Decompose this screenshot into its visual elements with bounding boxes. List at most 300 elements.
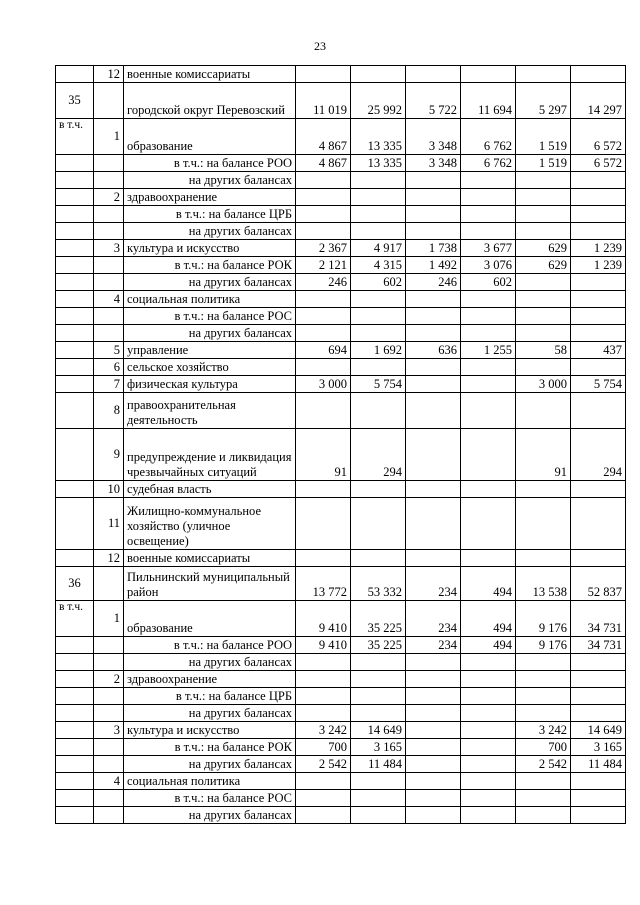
value-cell: 91 xyxy=(296,429,351,481)
value-cell xyxy=(461,705,516,722)
value-cell xyxy=(461,172,516,189)
value-cell xyxy=(406,206,461,223)
item-number xyxy=(94,807,124,824)
value-cell xyxy=(296,66,351,83)
value-cell xyxy=(296,206,351,223)
value-cell xyxy=(351,206,406,223)
row-prefix xyxy=(56,291,94,308)
table-row xyxy=(56,359,626,376)
row-prefix xyxy=(56,223,94,240)
value-cell xyxy=(296,654,351,671)
value-cell: 234 xyxy=(406,567,461,601)
item-number xyxy=(94,206,124,223)
item-number xyxy=(94,172,124,189)
value-cell: 1 519 xyxy=(516,155,571,172)
value-cell xyxy=(571,773,626,790)
value-cell xyxy=(516,274,571,291)
value-cell xyxy=(461,773,516,790)
row-label: Пильнинский муниципальный район xyxy=(124,567,296,601)
row-prefix xyxy=(56,739,94,756)
table-row xyxy=(56,429,626,481)
value-cell xyxy=(516,291,571,308)
table-row xyxy=(56,481,626,498)
row-label: на других балансах xyxy=(124,705,296,722)
row-prefix xyxy=(56,705,94,722)
table-row xyxy=(56,393,626,429)
value-cell: 3 000 xyxy=(516,376,571,393)
row-label: управление xyxy=(124,342,296,359)
value-cell xyxy=(296,671,351,688)
row-label: в т.ч.: на балансе РОС xyxy=(124,790,296,807)
value-cell: 3 348 xyxy=(406,155,461,172)
row-label: в т.ч.: на балансе ЦРБ xyxy=(124,688,296,705)
value-cell: 11 019 xyxy=(296,83,351,119)
value-cell: 5 754 xyxy=(571,376,626,393)
value-cell: 234 xyxy=(406,637,461,654)
item-number xyxy=(94,83,124,119)
value-cell xyxy=(296,773,351,790)
value-cell xyxy=(351,393,406,429)
value-cell xyxy=(406,550,461,567)
value-cell: 6 572 xyxy=(571,155,626,172)
value-cell xyxy=(351,705,406,722)
value-cell xyxy=(406,739,461,756)
table-row xyxy=(56,376,626,393)
item-number xyxy=(94,705,124,722)
value-cell: 3 348 xyxy=(406,119,461,155)
row-prefix xyxy=(56,172,94,189)
table-row xyxy=(56,189,626,206)
row-label: городской округ Перевозский xyxy=(124,83,296,119)
value-cell: 246 xyxy=(406,274,461,291)
value-cell xyxy=(516,773,571,790)
row-label: предупреждение и ликвидация чрезвычайных ситуаций xyxy=(124,429,296,481)
row-label: социальная политика xyxy=(124,773,296,790)
table-row xyxy=(56,274,626,291)
value-cell xyxy=(516,393,571,429)
value-cell xyxy=(296,498,351,550)
value-cell: 294 xyxy=(351,429,406,481)
item-number: 12 xyxy=(94,66,124,83)
value-cell xyxy=(571,654,626,671)
item-number: 8 xyxy=(94,393,124,429)
value-cell xyxy=(571,550,626,567)
table-row xyxy=(56,498,626,550)
value-cell: 636 xyxy=(406,342,461,359)
value-cell: 13 335 xyxy=(351,119,406,155)
value-cell xyxy=(461,206,516,223)
value-cell xyxy=(351,688,406,705)
item-number: 2 xyxy=(94,189,124,206)
table-row xyxy=(56,206,626,223)
row-label: в т.ч.: на балансе ЦРБ xyxy=(124,206,296,223)
item-number xyxy=(94,325,124,342)
value-cell xyxy=(516,206,571,223)
value-cell: 246 xyxy=(296,274,351,291)
table-row xyxy=(56,601,626,637)
value-cell: 25 992 xyxy=(351,83,406,119)
item-number xyxy=(94,155,124,172)
value-cell xyxy=(351,189,406,206)
value-cell xyxy=(406,654,461,671)
value-cell: 1 692 xyxy=(351,342,406,359)
value-cell: 602 xyxy=(461,274,516,291)
table-row xyxy=(56,773,626,790)
row-label: в т.ч.: на балансе РОК xyxy=(124,739,296,756)
value-cell xyxy=(296,705,351,722)
value-cell xyxy=(406,481,461,498)
value-cell xyxy=(571,308,626,325)
value-cell xyxy=(406,705,461,722)
table-row xyxy=(56,119,626,155)
row-label: на других балансах xyxy=(124,654,296,671)
value-cell: 1 738 xyxy=(406,240,461,257)
value-cell: 5 722 xyxy=(406,83,461,119)
row-label: образование xyxy=(124,601,296,637)
value-cell: 14 297 xyxy=(571,83,626,119)
value-cell xyxy=(406,223,461,240)
value-cell: 35 225 xyxy=(351,601,406,637)
value-cell xyxy=(571,688,626,705)
value-cell: 9 176 xyxy=(516,637,571,654)
item-number xyxy=(94,223,124,240)
row-label: в т.ч.: на балансе РОО xyxy=(124,155,296,172)
row-prefix xyxy=(56,257,94,274)
row-label: на других балансах xyxy=(124,756,296,773)
value-cell: 91 xyxy=(516,429,571,481)
table-row xyxy=(56,342,626,359)
value-cell xyxy=(516,671,571,688)
value-cell xyxy=(296,308,351,325)
value-cell xyxy=(516,223,571,240)
value-cell xyxy=(351,654,406,671)
table-row xyxy=(56,756,626,773)
item-number xyxy=(94,790,124,807)
row-label: в т.ч.: на балансе РОС xyxy=(124,308,296,325)
value-cell: 1 255 xyxy=(461,342,516,359)
value-cell: 9 410 xyxy=(296,601,351,637)
row-label: на других балансах xyxy=(124,223,296,240)
value-cell xyxy=(351,359,406,376)
value-cell xyxy=(351,325,406,342)
item-number: 3 xyxy=(94,722,124,739)
item-number: 1 xyxy=(94,601,124,637)
value-cell xyxy=(461,376,516,393)
value-cell xyxy=(406,291,461,308)
row-prefix xyxy=(56,688,94,705)
table-row xyxy=(56,172,626,189)
row-label: здравоохранение xyxy=(124,671,296,688)
value-cell xyxy=(406,172,461,189)
budget-table xyxy=(55,65,626,824)
value-cell: 5 754 xyxy=(351,376,406,393)
value-cell: 2 121 xyxy=(296,257,351,274)
row-prefix xyxy=(56,654,94,671)
row-prefix xyxy=(56,790,94,807)
value-cell xyxy=(406,498,461,550)
value-cell: 11 484 xyxy=(571,756,626,773)
value-cell: 629 xyxy=(516,257,571,274)
value-cell xyxy=(296,481,351,498)
value-cell xyxy=(296,223,351,240)
table-body xyxy=(56,66,626,824)
item-number: 3 xyxy=(94,240,124,257)
row-label: на других балансах xyxy=(124,274,296,291)
item-number xyxy=(94,637,124,654)
value-cell: 14 649 xyxy=(571,722,626,739)
value-cell xyxy=(516,688,571,705)
item-number: 4 xyxy=(94,773,124,790)
item-number: 12 xyxy=(94,550,124,567)
value-cell xyxy=(461,722,516,739)
region-number: 35 xyxy=(56,83,94,119)
value-cell: 5 297 xyxy=(516,83,571,119)
value-cell xyxy=(296,688,351,705)
table-row xyxy=(56,739,626,756)
value-cell: 14 649 xyxy=(351,722,406,739)
value-cell xyxy=(516,654,571,671)
table-row xyxy=(56,567,626,601)
value-cell xyxy=(296,291,351,308)
value-cell xyxy=(516,172,571,189)
row-label: военные комиссариаты xyxy=(124,66,296,83)
value-cell xyxy=(406,66,461,83)
value-cell xyxy=(406,671,461,688)
row-label: на других балансах xyxy=(124,807,296,824)
table-row xyxy=(56,155,626,172)
value-cell xyxy=(461,550,516,567)
value-cell xyxy=(516,705,571,722)
row-prefix xyxy=(56,393,94,429)
value-cell: 11 484 xyxy=(351,756,406,773)
table-row xyxy=(56,654,626,671)
value-cell xyxy=(406,376,461,393)
item-number: 10 xyxy=(94,481,124,498)
value-cell xyxy=(516,790,571,807)
item-number: 9 xyxy=(94,429,124,481)
value-cell xyxy=(571,498,626,550)
value-cell xyxy=(461,189,516,206)
item-number xyxy=(94,654,124,671)
value-cell: 13 538 xyxy=(516,567,571,601)
value-cell xyxy=(406,722,461,739)
row-prefix: в т.ч. xyxy=(56,119,94,155)
value-cell xyxy=(461,359,516,376)
value-cell: 11 694 xyxy=(461,83,516,119)
row-prefix xyxy=(56,240,94,257)
table-row xyxy=(56,550,626,567)
value-cell: 1 519 xyxy=(516,119,571,155)
value-cell: 700 xyxy=(516,739,571,756)
value-cell xyxy=(461,223,516,240)
value-cell xyxy=(516,359,571,376)
table-row xyxy=(56,325,626,342)
value-cell: 602 xyxy=(351,274,406,291)
value-cell xyxy=(406,308,461,325)
value-cell xyxy=(461,807,516,824)
value-cell: 4 917 xyxy=(351,240,406,257)
value-cell: 35 225 xyxy=(351,637,406,654)
value-cell xyxy=(571,325,626,342)
value-cell: 3 242 xyxy=(296,722,351,739)
value-cell xyxy=(406,189,461,206)
item-number xyxy=(94,688,124,705)
value-cell: 6 762 xyxy=(461,155,516,172)
value-cell: 52 837 xyxy=(571,567,626,601)
item-number xyxy=(94,257,124,274)
row-label: судебная власть xyxy=(124,481,296,498)
value-cell xyxy=(461,291,516,308)
value-cell xyxy=(351,498,406,550)
value-cell xyxy=(571,481,626,498)
row-label: здравоохранение xyxy=(124,189,296,206)
value-cell: 1 492 xyxy=(406,257,461,274)
value-cell xyxy=(516,807,571,824)
value-cell xyxy=(571,189,626,206)
value-cell: 2 542 xyxy=(516,756,571,773)
item-number: 2 xyxy=(94,671,124,688)
value-cell: 234 xyxy=(406,601,461,637)
row-prefix: в т.ч. xyxy=(56,601,94,637)
table-row xyxy=(56,807,626,824)
value-cell: 3 242 xyxy=(516,722,571,739)
row-prefix xyxy=(56,325,94,342)
value-cell xyxy=(461,66,516,83)
value-cell: 9 410 xyxy=(296,637,351,654)
value-cell xyxy=(461,308,516,325)
value-cell xyxy=(406,325,461,342)
value-cell: 6 762 xyxy=(461,119,516,155)
value-cell: 494 xyxy=(461,567,516,601)
value-cell xyxy=(516,308,571,325)
table-row xyxy=(56,223,626,240)
item-number: 4 xyxy=(94,291,124,308)
value-cell xyxy=(406,773,461,790)
item-number: 7 xyxy=(94,376,124,393)
value-cell xyxy=(461,393,516,429)
row-prefix xyxy=(56,429,94,481)
row-prefix xyxy=(56,274,94,291)
value-cell xyxy=(461,739,516,756)
value-cell xyxy=(406,807,461,824)
row-label: культура и искусство xyxy=(124,722,296,739)
value-cell xyxy=(461,325,516,342)
row-prefix xyxy=(56,342,94,359)
region-number: 36 xyxy=(56,567,94,601)
value-cell xyxy=(571,291,626,308)
table-row xyxy=(56,637,626,654)
value-cell xyxy=(296,807,351,824)
value-cell xyxy=(296,790,351,807)
row-prefix xyxy=(56,66,94,83)
row-prefix xyxy=(56,637,94,654)
value-cell xyxy=(351,481,406,498)
item-number: 6 xyxy=(94,359,124,376)
row-label: физическая культура xyxy=(124,376,296,393)
table-row xyxy=(56,308,626,325)
value-cell xyxy=(351,308,406,325)
value-cell xyxy=(461,688,516,705)
row-prefix xyxy=(56,773,94,790)
value-cell xyxy=(571,671,626,688)
row-label: в т.ч.: на балансе РОО xyxy=(124,637,296,654)
row-label: на других балансах xyxy=(124,325,296,342)
value-cell: 700 xyxy=(296,739,351,756)
value-cell xyxy=(351,550,406,567)
value-cell xyxy=(296,393,351,429)
value-cell xyxy=(351,790,406,807)
row-label: социальная политика xyxy=(124,291,296,308)
value-cell xyxy=(461,429,516,481)
value-cell xyxy=(351,172,406,189)
value-cell xyxy=(516,189,571,206)
table-row xyxy=(56,688,626,705)
table-row xyxy=(56,83,626,119)
row-prefix xyxy=(56,550,94,567)
value-cell xyxy=(406,688,461,705)
value-cell xyxy=(516,481,571,498)
value-cell xyxy=(406,790,461,807)
table-row xyxy=(56,671,626,688)
value-cell xyxy=(571,807,626,824)
row-label: военные комиссариаты xyxy=(124,550,296,567)
value-cell: 9 176 xyxy=(516,601,571,637)
row-label: культура и искусство xyxy=(124,240,296,257)
row-prefix xyxy=(56,359,94,376)
value-cell xyxy=(516,550,571,567)
value-cell: 6 572 xyxy=(571,119,626,155)
table-row xyxy=(56,722,626,739)
value-cell: 3 000 xyxy=(296,376,351,393)
row-prefix xyxy=(56,206,94,223)
item-number xyxy=(94,567,124,601)
table-row xyxy=(56,257,626,274)
value-cell: 58 xyxy=(516,342,571,359)
value-cell xyxy=(406,756,461,773)
value-cell: 1 239 xyxy=(571,257,626,274)
value-cell xyxy=(461,654,516,671)
row-prefix xyxy=(56,498,94,550)
value-cell: 3 076 xyxy=(461,257,516,274)
value-cell xyxy=(516,498,571,550)
value-cell: 2 542 xyxy=(296,756,351,773)
item-number xyxy=(94,274,124,291)
value-cell xyxy=(571,359,626,376)
value-cell: 4 867 xyxy=(296,119,351,155)
row-label: сельское хозяйство xyxy=(124,359,296,376)
value-cell xyxy=(461,481,516,498)
value-cell: 13 335 xyxy=(351,155,406,172)
item-number: 11 xyxy=(94,498,124,550)
value-cell: 494 xyxy=(461,637,516,654)
value-cell xyxy=(571,790,626,807)
value-cell: 1 239 xyxy=(571,240,626,257)
item-number xyxy=(94,308,124,325)
value-cell xyxy=(351,773,406,790)
value-cell xyxy=(351,671,406,688)
row-prefix xyxy=(56,189,94,206)
item-number: 1 xyxy=(94,119,124,155)
value-cell xyxy=(571,274,626,291)
row-label: в т.ч.: на балансе РОК xyxy=(124,257,296,274)
row-label: правоохранительная деятельность xyxy=(124,393,296,429)
item-number: 5 xyxy=(94,342,124,359)
item-number xyxy=(94,739,124,756)
value-cell: 34 731 xyxy=(571,601,626,637)
row-prefix xyxy=(56,671,94,688)
value-cell xyxy=(351,66,406,83)
value-cell: 4 315 xyxy=(351,257,406,274)
